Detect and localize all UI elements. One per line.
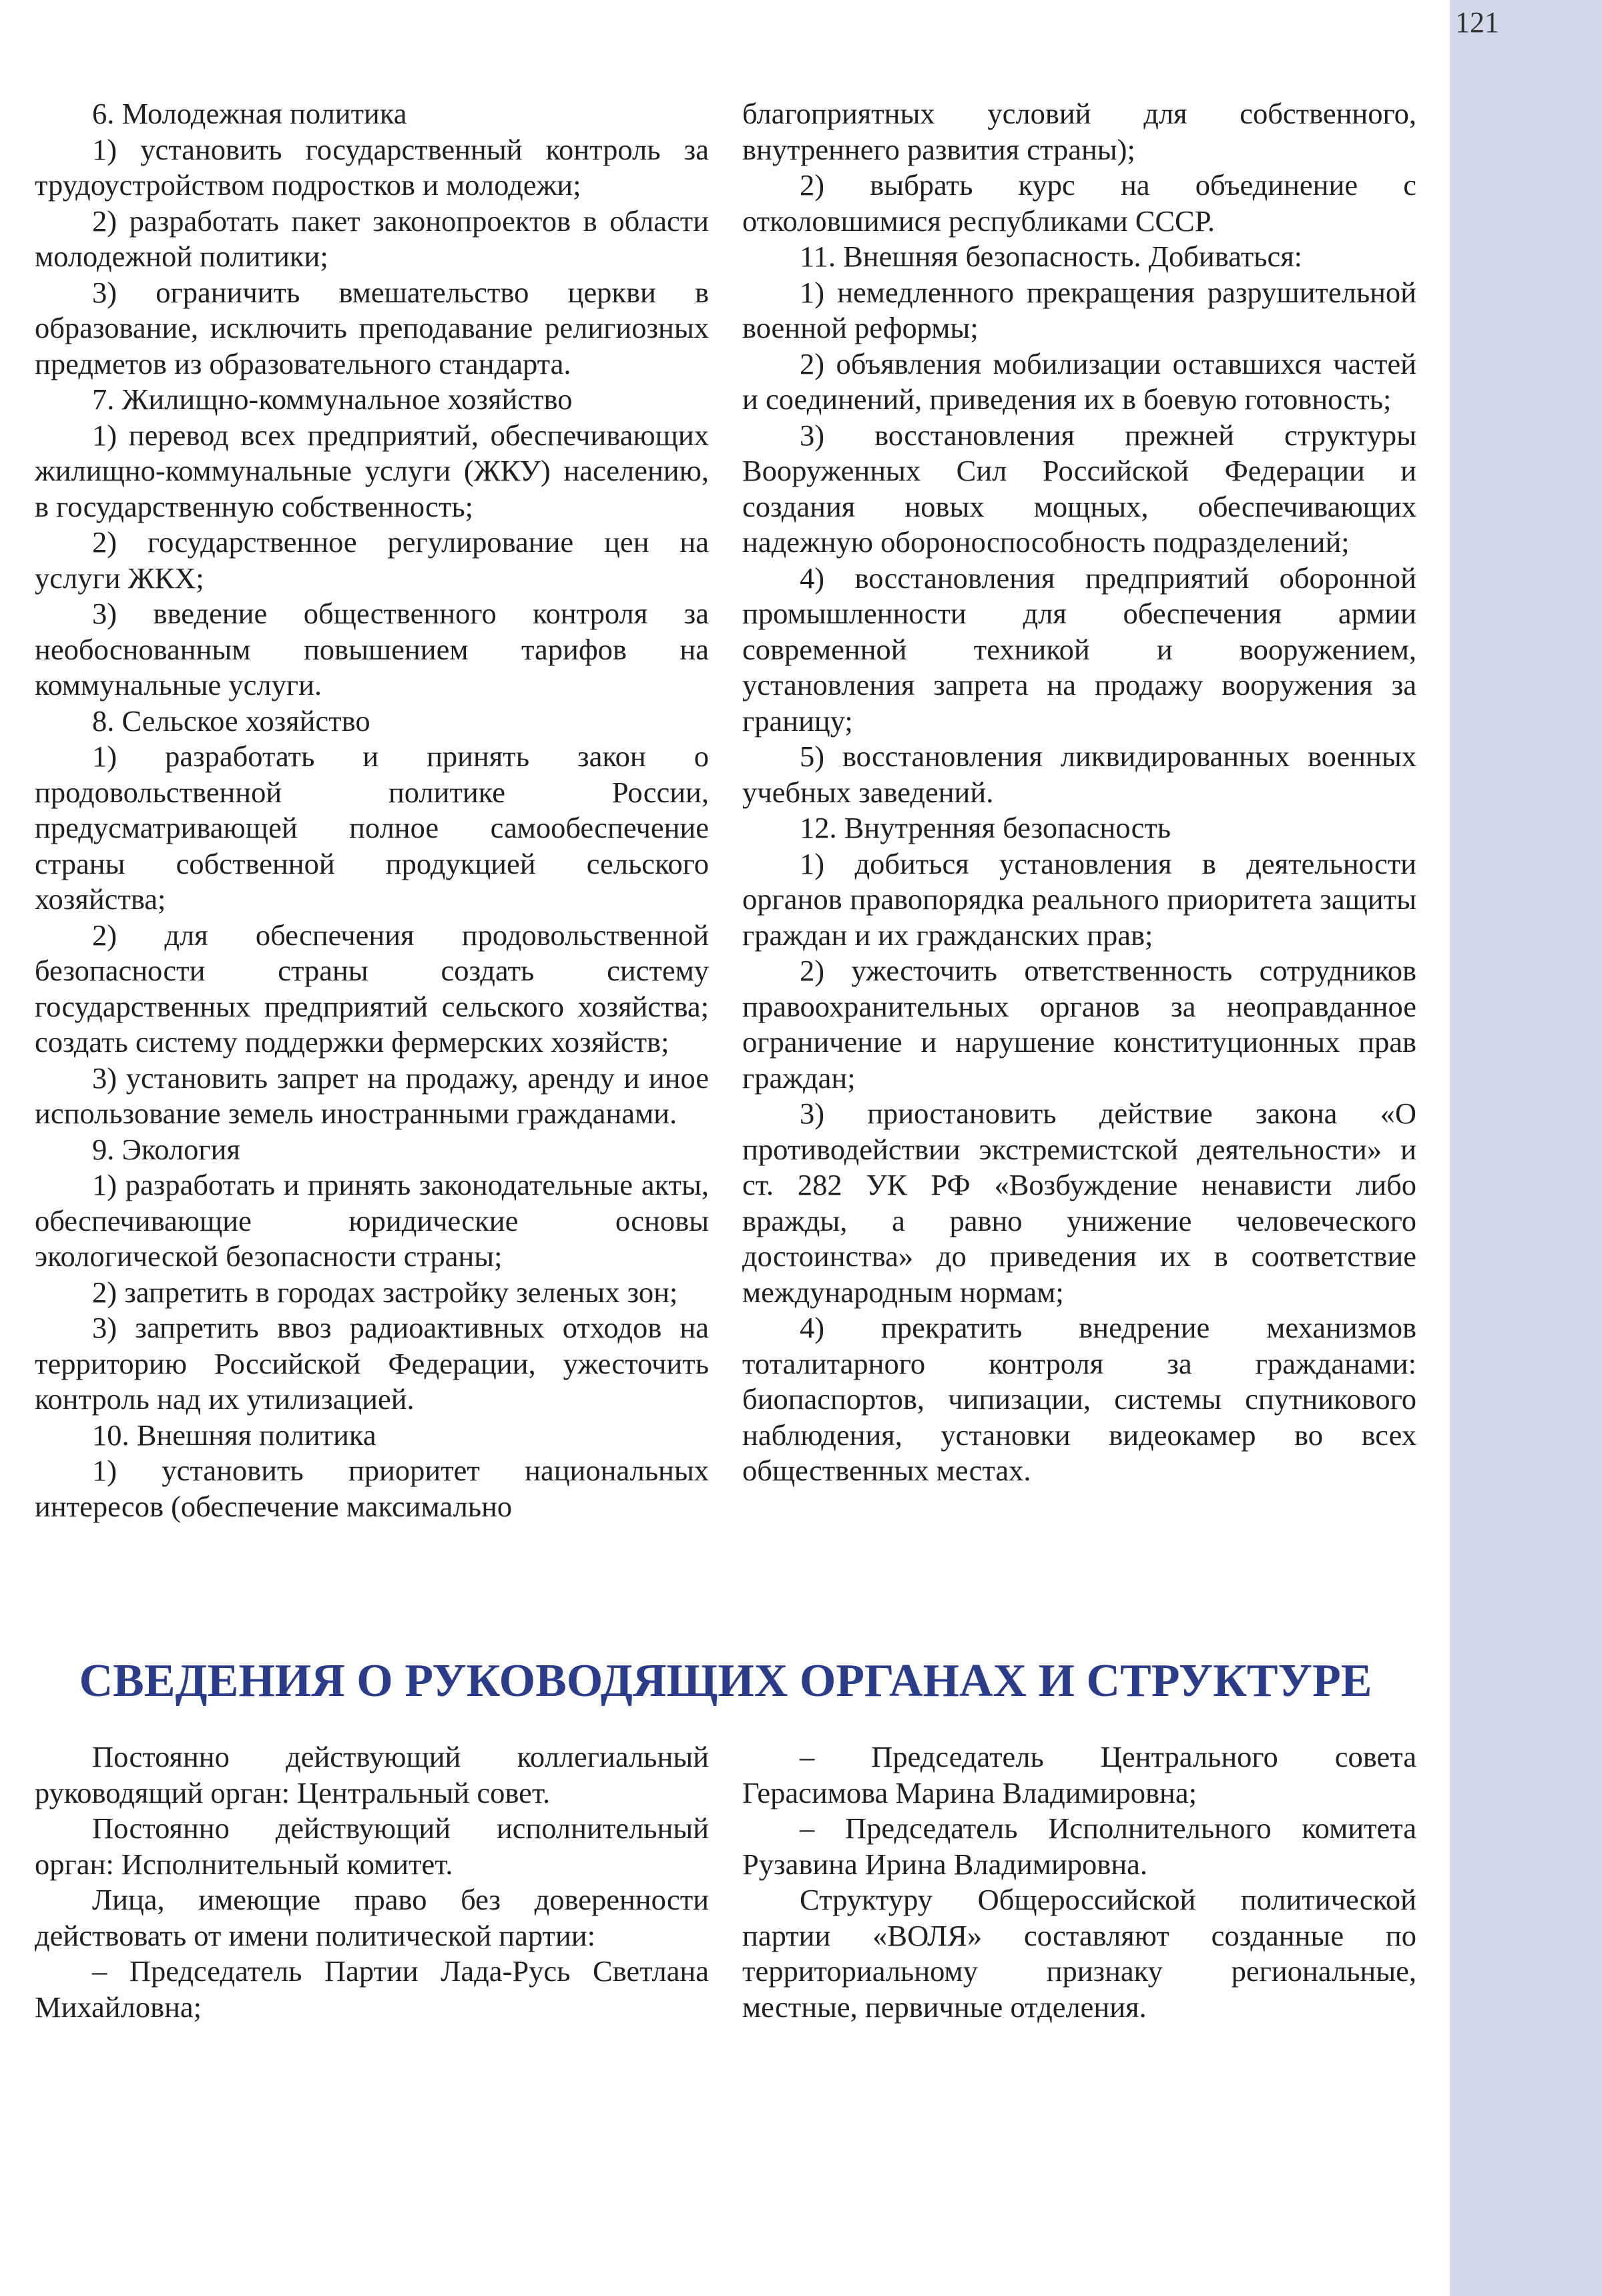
paragraph: 1) немедленного прекращения разрушительной военной реформы;	[742, 275, 1416, 344]
paragraph: 5) восстановления ликвидированных военных учебных заведений.	[742, 740, 1416, 809]
paragraph: 4) восстановления предприятий оборонной промышленности для обеспечения армии современной техникой и вооружением, установления запрета на продажу вооружения за границу;	[742, 561, 1416, 738]
right-text-column	[742, 96, 1416, 1489]
paragraph: 3) установить запрет на продажу, аренду и иное использование земель иностранными гражданами.	[35, 1061, 709, 1130]
section-title: 12. Внутренняя безопасность	[800, 811, 1171, 844]
paragraph: 2) выбрать курс на объединение с отколовшимися республиками СССР.	[742, 168, 1416, 238]
paragraph: – Председатель Партии Лада-Русь Светлана Михайловна;	[35, 1954, 709, 2024]
paragraph: Структуру Общероссийской политической партии «ВОЛЯ» составляют созданные по территориальному признаку региональные, местные, первичные отделения.	[742, 1883, 1416, 2024]
paragraph: Постоянно действующий коллегиальный руководящий орган: Центральный совет.	[35, 1740, 709, 1809]
paragraph: 1) перевод всех предприятий, обеспечивающих жилищно-коммунальные услуги (ЖКУ) населению, в государственную собственность;	[35, 418, 709, 523]
paragraph: 2) запретить в городах застройку зеленых зон;	[92, 1275, 678, 1309]
section-title: 8. Сельское хозяйство	[92, 703, 370, 738]
section-title: 9. Экология	[92, 1132, 240, 1166]
left-text-column	[35, 96, 709, 1524]
paragraph: 2) разработать пакет законопроектов в области молодежной политики;	[35, 204, 709, 273]
page-number: 121	[1455, 6, 1499, 39]
paragraph: – Председатель Исполнительного комитета Рузавина Ирина Владимировна.	[742, 1811, 1416, 1881]
section-title: 6. Молодежная политика	[92, 97, 407, 130]
paragraph: 1) установить приоритет национальных интересов (обеспечение максимально	[35, 1454, 709, 1523]
paragraph: 3) запретить ввоз радиоактивных отходов на территорию Российской Федерации, ужесточить контроль над их утилизацией.	[35, 1311, 709, 1416]
left-section-column	[35, 1739, 709, 2025]
section-title: 7. Жилищно-коммунальное хозяйство	[92, 382, 573, 416]
paragraph: 2) государственное регулирование цен на услуги ЖКХ;	[35, 525, 709, 595]
paragraph-continuation: благоприятных условий для собственного, внутреннего развития страны);	[742, 97, 1416, 166]
paragraph: Постоянно действующий исполнительный орган: Исполнительный комитет.	[35, 1811, 709, 1881]
paragraph: 1) добиться установления в деятельности органов правопорядка реального приоритета защиты граждан и их гражданских прав;	[742, 846, 1416, 952]
paragraph: 2) для обеспечения продовольственной безопасности страны создать систему государственных предприятий сельского хозяйства; создать систему поддержки фермерских хозяйств;	[35, 918, 709, 1059]
paragraph: 3) восстановления прежней структуры Вооруженных Сил Российской Федерации и создания новых мощных, обеспечивающих надежную обороноспособность подразделений;	[742, 418, 1416, 559]
paragraph: Лица, имеющие право без доверенности действовать от имени политической партии:	[35, 1883, 709, 1952]
section-title: 11. Внешняя безопасность. Добиваться:	[800, 240, 1303, 273]
paragraph: 2) ужесточить ответственность сотрудников правоохранительных органов за неоправданное ограничение и нарушение конституционных прав граждан;	[742, 954, 1416, 1095]
paragraph: 3) приостановить действие закона «О противодействии экстремистской деятельности» и ст. 282 УК РФ «Возбуждение ненависти либо вражды, а равно унижение человеческого достоинства» до приведения их в соответствие международным нормам;	[742, 1097, 1416, 1309]
paragraph: 3) введение общественного контроля за необоснованным повышением тарифов на коммунальные услуги.	[35, 597, 709, 701]
paragraph: 2) объявления мобилизации оставшихся частей и соединений, приведения их в боевую готовность;	[742, 346, 1416, 416]
paragraph: – Председатель Центрального совета Герасимова Марина Владимировна;	[742, 1740, 1416, 1809]
paragraph: 4) прекратить внедрение механизмов тоталитарного контроля за гражданами: биопаспортов, чипизации, системы спутникового наблюдения, установки видеокамер во всех общественных местах.	[742, 1311, 1416, 1487]
right-section-column	[742, 1739, 1416, 2025]
paragraph: 1) разработать и принять законодательные акты, обеспечивающие юридические основы экологической безопасности страны;	[35, 1168, 709, 1273]
section-title: 10. Внешняя политика	[92, 1418, 376, 1452]
section-heading: СВЕДЕНИЯ О РУКОВОДЯЩИХ ОРГАНАХ И СТРУКТУРЕ	[79, 1655, 1372, 1707]
paragraph: 3) ограничить вмешательство церкви в образование, исключить преподавание религиозных предметов из образовательного стандарта.	[35, 275, 709, 380]
paragraph: 1) установить государственный контроль за трудоустройством подростков и молодежи;	[35, 132, 709, 202]
page-sidebar-band	[1450, 0, 1602, 2296]
paragraph: 1) разработать и принять закон о продовольственной политике России, предусматривающей полное самообеспечение страны собственной продукцией сельского хозяйства;	[35, 740, 709, 916]
